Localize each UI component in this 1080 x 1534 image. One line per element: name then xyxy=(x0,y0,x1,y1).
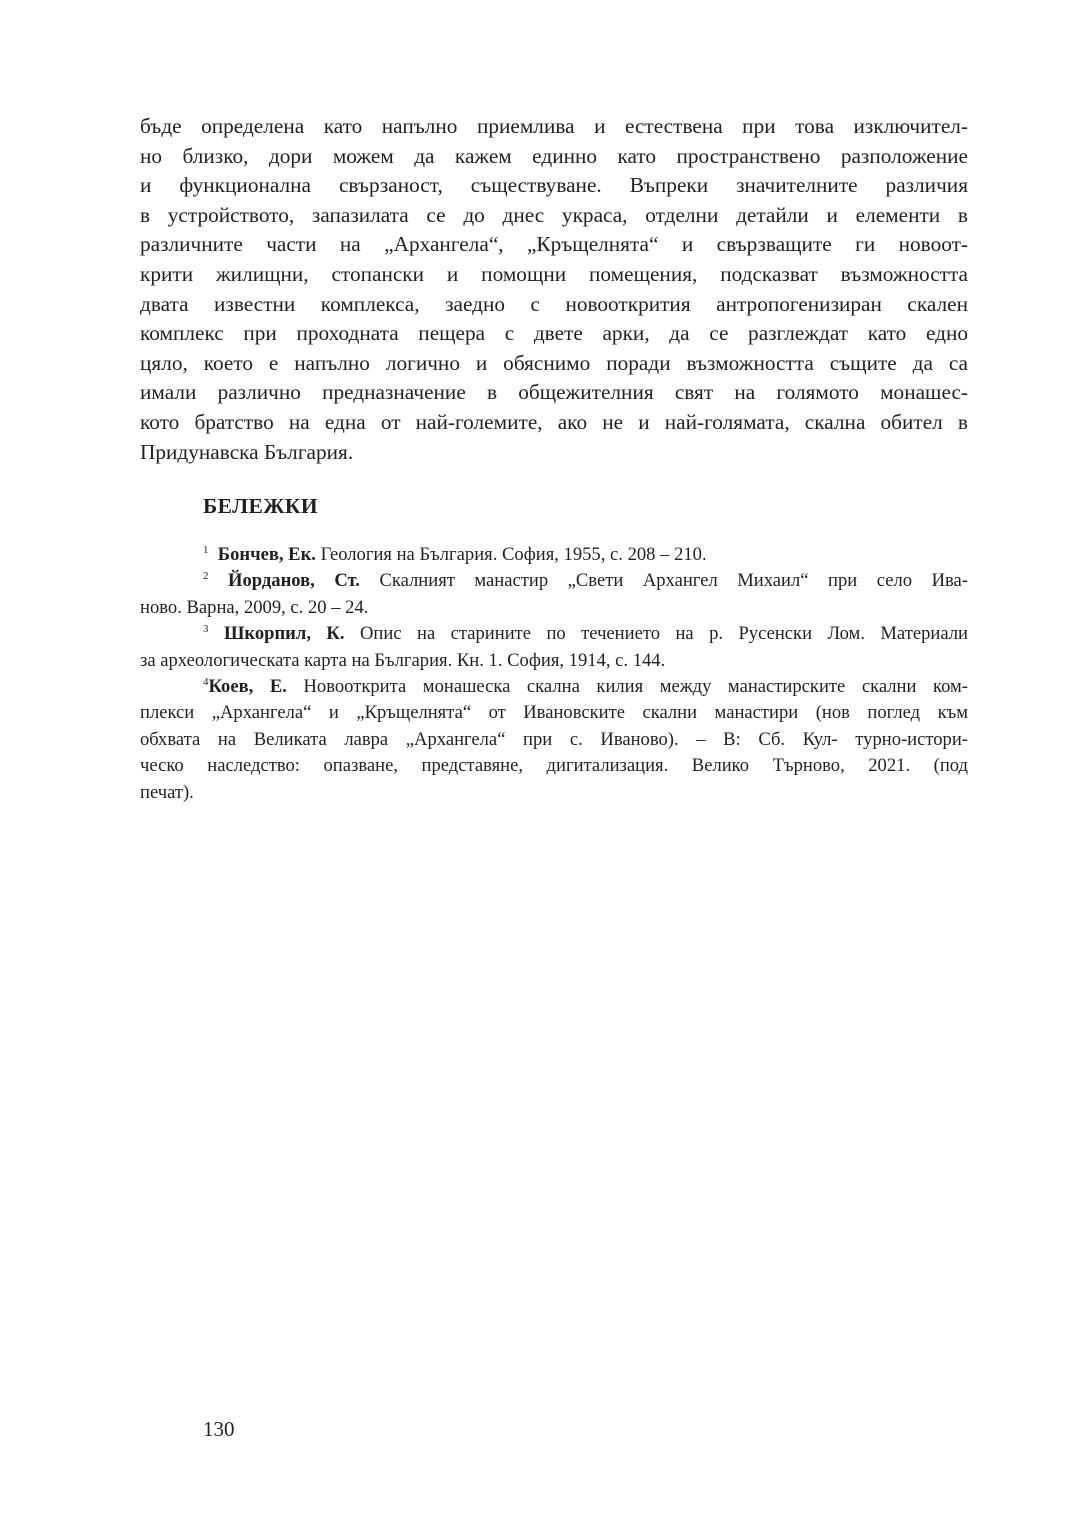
page-number: 130 xyxy=(203,1417,235,1441)
note-2 xyxy=(140,568,968,621)
note-line xyxy=(140,621,968,647)
body-line: двата известни комплекса, заедно с новооткрития антропогенизиран скален xyxy=(140,291,968,316)
body-line: имали различно предназначение в общежителния свят на голямото монашес- xyxy=(140,380,968,405)
note-author: Йорданов, Ст. xyxy=(228,570,360,592)
note-number: 3 xyxy=(203,623,209,636)
note-line: за археологическата карта на България. Кн. 1. София, 1914, с. 144. xyxy=(140,649,666,671)
body-line: комплекс при проходната пещера с двете арки, да се разглеждат като едно xyxy=(140,321,968,346)
body-line: но близко, дори можем да кажем единно като пространствено разположение xyxy=(140,143,968,168)
notes-list xyxy=(140,542,968,806)
note-author: Шкорпил, К. xyxy=(223,623,345,645)
notes-heading: БЕЛЕЖКИ xyxy=(203,494,319,518)
note-text: Опис на старините по течението на р. Русенски Лом. Материали xyxy=(359,623,968,645)
note-line: ческо наследство: опазване, представяне, дигитализация. Велико Търново, 2021. (под xyxy=(140,755,968,777)
note-4 xyxy=(140,674,968,806)
note-line xyxy=(140,542,968,568)
note-line xyxy=(140,674,968,700)
note-1 xyxy=(140,542,968,568)
note-text: Геология на България. София, 1955, с. 208 – 210. xyxy=(320,544,707,565)
body-line: крити жилищни, стопански и помощни помещения, подсказват възможността xyxy=(140,261,968,286)
body-line: и функционална свързаност, съществуване. Въпреки значителните различия xyxy=(140,173,968,198)
body-line: бъде определена като напълно приемлива и естествена при това изключител- xyxy=(140,114,968,138)
note-line: плекси „Архангела“ и „Кръщелнята“ от Ивановските скални манастири (нов поглед към xyxy=(140,702,968,724)
body-line: цяло, което е напълно логично и обяснимо поради възможността същите да са xyxy=(140,350,968,375)
note-line: ново. Варна, 2009, с. 20 – 24. xyxy=(140,596,369,618)
note-number: 2 xyxy=(203,570,209,583)
body-line: различните части на „Архангела“, „Кръщелнята“ и свързващите ги новоот- xyxy=(140,232,968,257)
note-text: Скалният манастир „Свети Архангел Михаил“ при село Ива- xyxy=(379,570,968,592)
note-line: обхвата на Великата лавра „Архангела“ при с. Иваново). – В: Сб. Кул- турно-истори- xyxy=(140,728,968,750)
body-paragraph xyxy=(140,112,968,467)
body-line: в устройството, запазилата се до днес украса, отделни детайли и елементи в xyxy=(140,202,968,227)
note-text: Новооткрита монашеска скална килия между манастирските скални ком- xyxy=(303,676,968,698)
body-line: Придунавска България. xyxy=(140,439,354,464)
note-number: 1 xyxy=(203,544,209,556)
note-author: Бончев, Ек. xyxy=(217,544,316,565)
note-3 xyxy=(140,621,968,674)
note-line: печат). xyxy=(140,781,194,803)
body-line: кото братство на една от най-големите, ако не и най-голямата, скална обител в xyxy=(140,409,968,434)
note-number: 4 xyxy=(203,676,209,689)
note-author: Коев, Е. xyxy=(208,676,287,698)
note-line xyxy=(140,568,968,594)
